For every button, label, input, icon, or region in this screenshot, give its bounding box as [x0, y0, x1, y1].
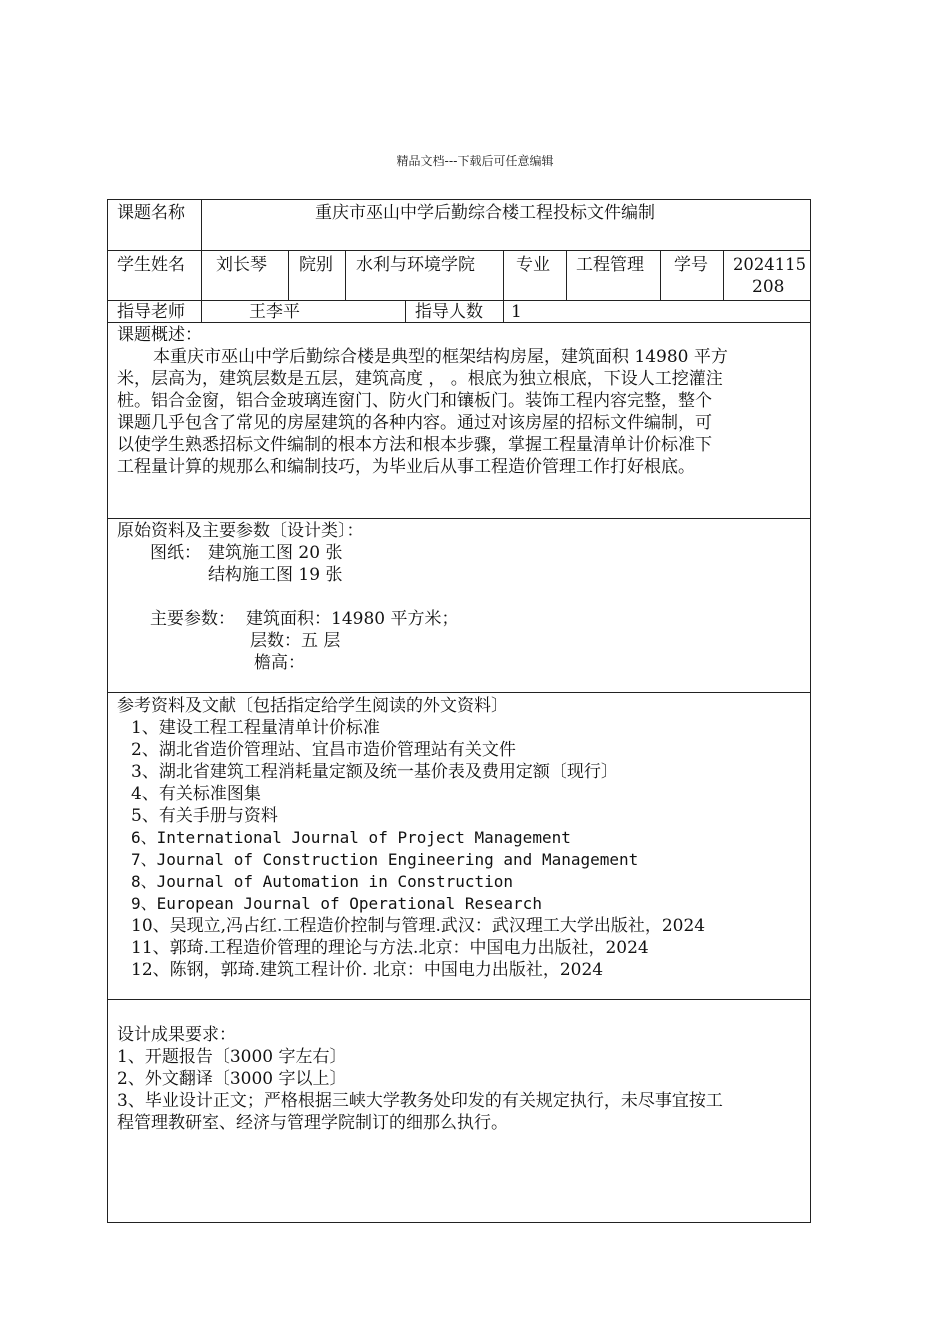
reference-item: 3、湖北省建筑工程消耗量定额及统一基价表及费用定额〔现行〕: [131, 762, 618, 782]
section-divider: [107, 692, 811, 693]
table-border-bottom: [107, 1222, 811, 1223]
params-label: 主要参数：: [150, 609, 235, 629]
reference-item: 7、Journal of Construction Engineering and Management: [131, 850, 639, 869]
overview-line: 米，层高为，建筑层数是五层，建筑高度 ， 。根底为独立根底，下设人工挖灌注: [117, 369, 723, 389]
section-divider: [107, 518, 811, 519]
college-label: 院别: [299, 255, 333, 275]
param-item: 建筑面积：14980 平方米；: [246, 609, 459, 629]
advisor-count: 1: [511, 302, 522, 322]
student-name-label: 学生姓名: [117, 255, 185, 275]
overview-line: 课题几乎包含了常见的房屋建筑的各种内容。通过对该房屋的招标文件编制，可: [117, 413, 712, 433]
cell-divider: [345, 250, 346, 300]
reference-item: 2、湖北省造价管理站、宜昌市造价管理站有关文件: [131, 740, 516, 760]
param-item: 檐高：: [254, 653, 305, 673]
cell-divider: [201, 199, 202, 300]
reference-item: 8、Journal of Automation in Construction: [131, 872, 514, 891]
requirement-item: 程管理教研室、经济与管理学院制订的细那么执行。: [117, 1113, 508, 1133]
table-border-left: [107, 199, 108, 1223]
reference-item: 9、European Journal of Operational Research: [131, 894, 542, 913]
major-value: 工程管理: [576, 255, 644, 275]
overview-line: 以使学生熟悉招标文件编制的根本方法和根本步骤，掌握工程量清单计价标准下: [117, 435, 712, 455]
cell-divider: [288, 250, 289, 300]
reference-item: 5、有关手册与资料: [131, 806, 278, 826]
reference-item: 11、郭琦.工程造价管理的理论与方法.北京：中国电力出版社，2024: [131, 938, 649, 958]
reference-item: 10、吴现立,冯占红.工程造价控制与管理.武汉：武汉理工大学出版社，2024: [131, 916, 706, 936]
topic-value: 重庆市巫山中学后勤综合楼工程投标文件编制: [315, 203, 655, 223]
cell-divider: [723, 250, 724, 300]
major-label: 专业: [516, 255, 550, 275]
advisor-count-label: 指导人数: [415, 302, 483, 322]
student-id-line2: 208: [752, 277, 785, 297]
cell-divider: [660, 250, 661, 300]
drawing-item: 建筑施工图 20 张: [208, 543, 343, 563]
references-heading: 参考资料及文献〔包括指定给学生阅读的外文资料〕: [117, 696, 508, 716]
college-value: 水利与环境学院: [356, 255, 475, 275]
cell-divider: [201, 300, 202, 322]
section-divider: [107, 999, 811, 1000]
cell-divider: [503, 300, 504, 322]
table-border-right: [810, 199, 811, 1223]
materials-heading: 原始资料及主要参数〔设计类〕：: [117, 521, 364, 541]
reference-item: 12、陈钢，郭琦.建筑工程计价. 北京：中国电力出版社，2024: [131, 960, 604, 980]
topic-label: 课题名称: [117, 203, 185, 223]
reference-item: 6、International Journal of Project Management: [131, 828, 571, 847]
overview-line: 本重庆市巫山中学后勤综合楼是典型的框架结构房屋，建筑面积 14980 平方: [153, 347, 728, 367]
cell-divider: [503, 250, 504, 300]
requirements-heading: 设计成果要求：: [117, 1025, 236, 1045]
param-item: 层数：五 层: [250, 631, 341, 651]
student-name: 刘长琴: [216, 255, 267, 275]
requirement-item: 2、外文翻译〔3000 字以上〕: [117, 1069, 347, 1089]
student-id-label: 学号: [674, 255, 708, 275]
requirement-item: 3、毕业设计正文；严格根据三峡大学教务处印发的有关规定执行，未尽事宜按工: [117, 1091, 723, 1111]
header-note: 精品文档---下载后可任意编辑: [396, 154, 554, 168]
reference-item: 4、有关标准图集: [131, 784, 261, 804]
student-id-line1: 2024115: [733, 255, 806, 275]
row-divider: [107, 250, 811, 251]
cell-divider: [405, 300, 406, 322]
requirement-item: 1、开题报告〔3000 字左右〕: [117, 1047, 347, 1067]
cell-divider: [566, 250, 567, 300]
drawing-item: 结构施工图 19 张: [208, 565, 343, 585]
overview-line: 桩。铝合金窗，铝合金玻璃连窗门、防火门和镶板门。装饰工程内容完整，整个: [117, 391, 712, 411]
table-border-top: [107, 199, 811, 200]
advisor-name: 王李平: [249, 302, 300, 322]
drawings-label: 图纸：: [150, 543, 201, 563]
overview-heading: 课题概述：: [117, 325, 202, 345]
advisor-label: 指导老师: [117, 302, 185, 322]
overview-line: 工程量计算的规那么和编制技巧，为毕业后从事工程造价管理工作打好根底。: [117, 457, 695, 477]
reference-item: 1、建设工程工程量清单计价标准: [131, 718, 380, 738]
